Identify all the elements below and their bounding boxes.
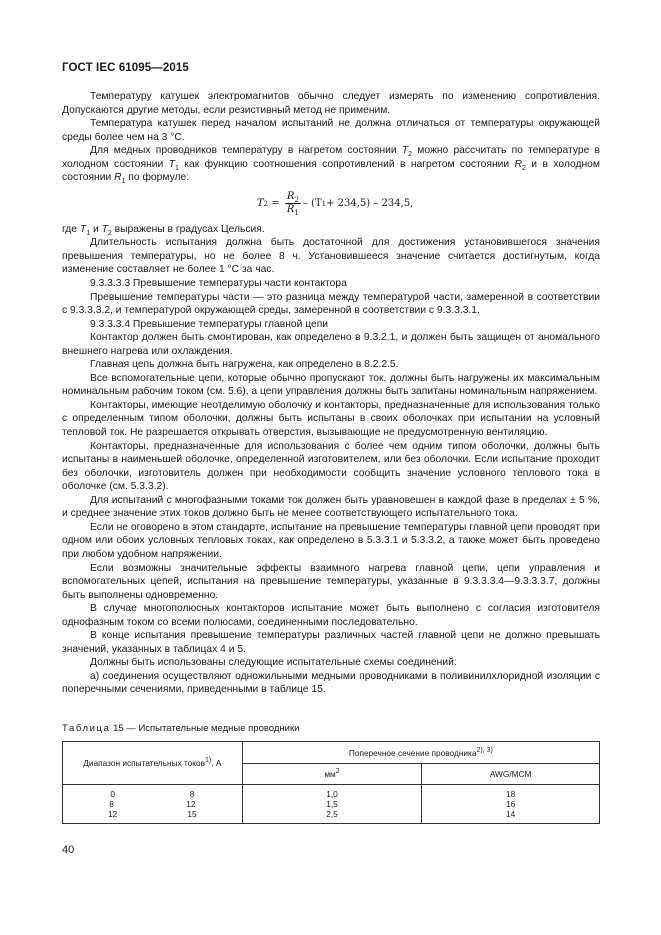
- table-row: 8 12 1,5 16: [63, 799, 600, 809]
- paragraph: Должны быть использованы следующие испытательные схемы соединений:: [90, 657, 457, 669]
- paragraph: Контакторы, имеющие неотделимую оболочку и контакторы, предназначенные для использования только с определенным типом оболочки, должны быть испытаны в своих оболочках при испытании на условный тепловой ток. Не разрешается открывать отверстия, вызывающие не предусмотренную вентиляцию.: [62, 399, 600, 439]
- paragraph: Для медных проводников температуру в нагретом состоянии $T_2$ можно рассчитать по температуре в холодном состоянии $T_1$ как функцию соотношения сопротивлений в нагретом состоянии $R_2$ и в холодном состоянии $R_1$ по формуле:: [62, 145, 600, 186]
- paragraph: а) соединения осуществляют одножильными медными проводниками в поливинилхлоридной изоляции с поперечными сечениями, приведенными в таблице 15.: [62, 670, 600, 696]
- document-header: ГОСТ IEC 61095—2015: [62, 62, 189, 74]
- paragraph: В конце испытания превышение температуры различных частей главной цепи не должно превышать значений, указанных в таблицах 4 и 5.: [62, 630, 600, 655]
- table-header-awg: AWG/MCM: [422, 764, 600, 785]
- copper-conductors-table: [62, 741, 600, 824]
- section-heading: 9.3.3.3.3 Превышение температуры части контактора: [90, 278, 347, 290]
- paragraph: Если возможны значительные эффекты взаимного нагрева главной цепи, цепи управления и вспомогательных цепей, испытания на превышение температуры, указанные в 9.3.3.3.4—9.3.3.3.7, должны быть выполнены одновременно.: [62, 562, 600, 601]
- paragraph: Превышение температуры части — это разница между температурой части, замеренной в соответствии с 9.3.3.3.2, и температурой окружающей среды, замеренной в соответствии с 9.3.3.3.1.: [62, 291, 600, 317]
- paragraph: Если не оговорено в этом стандарте, испытание на превышение температуры главной цепи проводят при одном или обоих условных тепловых токах, как определено в 5.3.3.1 и 5.3.3.2, а также может быть проведено при любом удобном напряжении.: [62, 521, 600, 560]
- table-header-mm2: $мм^2$: [242, 764, 422, 785]
- paragraph: Контакторы, предназначенные для использования с более чем одним типом оболочки, должны быть испытаны в наименьшей оболочке, определенной изготовителем, или без оболочки. Если испытание проходит без оболочки, изготовитель должен при необходимости сообщить значение условного теплового тока в оболочке (см. 5.3.3.2).: [62, 440, 600, 493]
- table-header-current-range: Диапазон испытательных токов$^{1)}$, А: [63, 742, 243, 785]
- temperature-formula: T 2 = $\frac{R_2}{R_1}$ – (T 1 + 234,5) – 234,5,: [257, 191, 414, 218]
- paragraph: Температуру катушек электромагнитов обычно следует измерять по изменению сопротивления. Допускаются другие методы, если резистивный метод не применим.: [62, 91, 600, 116]
- table-row: 12 15 2,5 14: [63, 809, 600, 824]
- page-number: 40: [62, 844, 75, 856]
- paragraph: В случае многополюсных контакторов испытание может быть выполнено с согласия изготовителя однофазным током со всеми полюсами, соединенными последовательно.: [62, 603, 600, 628]
- paragraph: где $T_1$ и $T_2$ выражены в градусах Цельсия.: [62, 223, 265, 237]
- table-caption: Таблица 15 — Испытательные медные проводники: [62, 723, 300, 734]
- section-heading: 9.3.3.3.4 Превышение температуры главной цепи: [90, 318, 329, 330]
- paragraph: Для испытаний с многофазными токами ток должен быть уравновешен в каждой фазе в пределах ± 5 %, и среднее значение этих токов должно быть не менее соответствующего испытательного тока.: [62, 494, 600, 520]
- paragraph: Главная цепь должна быть нагружена, как определено в 8.2.2.5.: [90, 359, 399, 371]
- paragraph: Температура катушек перед началом испытаний не должна отличаться от температуры окружающей среды более чем на 3 °С.: [62, 118, 600, 143]
- document-body: [62, 90, 600, 697]
- formula-fraction: $\frac{R_2}{R_1}$: [286, 191, 299, 218]
- table-header-cross-section: Поперечное сечение проводника$^{2), 3)}$: [242, 742, 599, 764]
- paragraph: Длительность испытания должна быть достаточной для достижения установившегося значения превышения температуры, но не более 8 ч. Установившееся значение считается достигнутым, когда изменение составляет не более 1 °С за час.: [62, 237, 600, 276]
- table-row: 0 8 1,0 18: [63, 785, 600, 800]
- paragraph: Все вспомогательные цепи, которые обычно пропускают ток, должны быть нагружены их максимальным номинальным рабочим током (см. 5.6), а цепи управления должны быть запитаны номинальным напряжением.: [62, 372, 600, 398]
- paragraph: Контактор должен быть смонтирован, как определено в 9.3.2.1, и должен быть защищен от аномального внешнего нагрева или охлаждения.: [62, 332, 600, 357]
